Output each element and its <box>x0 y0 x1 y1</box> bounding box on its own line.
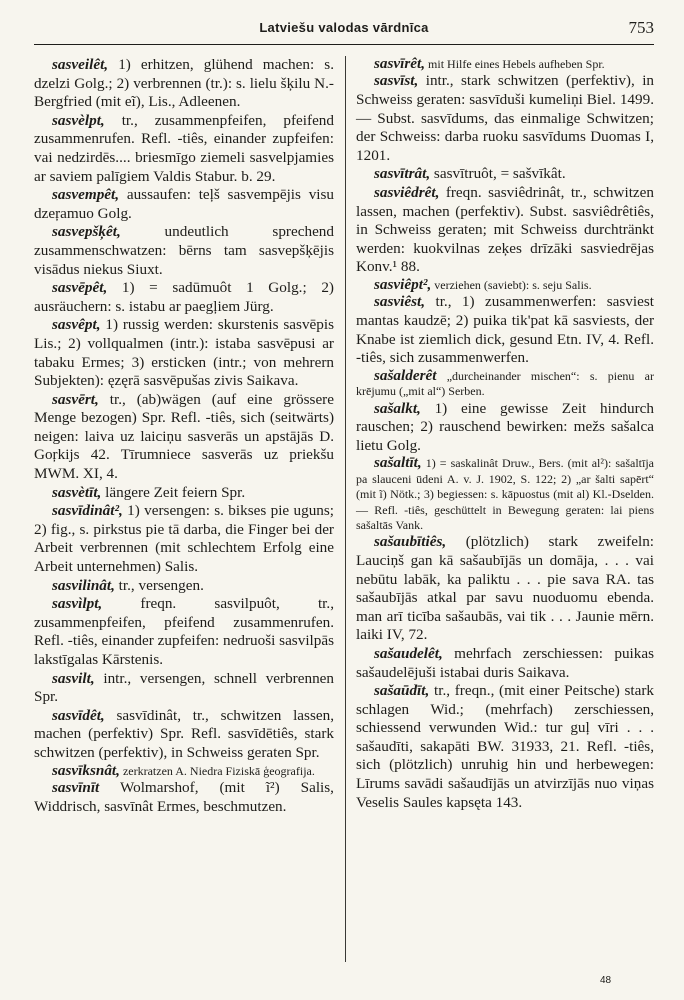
dictionary-entry <box>356 400 654 456</box>
dictionary-entry <box>34 779 334 816</box>
dictionary-entry <box>34 279 334 316</box>
dictionary-entry <box>34 670 334 707</box>
entry-headword: sasvètīt, <box>52 483 102 501</box>
signature-mark: 48 <box>600 975 612 986</box>
entry-body: mehrfach zerschiessen: puikas sašaudelējuši istabai duris Saikava. <box>356 644 654 681</box>
entry-body: 1) versengen: s. bikses pie uguns; 2) fig., s. pirkstus pie tā darba, die Finger bei der Arbeit verbrennen (mit schlechtem Erfolg eine Arbeit unternehmen) Salis. <box>34 502 335 576</box>
entry-body: sasvīdinât, tr., schwitzen lassen, machen (perfektiv) Spr. Refl. sasvīdētiês, stark schwitzen (perfektiv), in Schweiss geraten Spr. <box>34 706 334 761</box>
dictionary-entry <box>34 502 334 576</box>
dictionary-entry <box>356 165 654 184</box>
entry-headword: sasveilêt, <box>52 56 109 73</box>
entry-headword: sasvēpêt, <box>52 279 108 297</box>
entry-body: mit Hilfe eines Hebels aufheben Spr. <box>428 57 605 71</box>
entry-headword: sasvīst, <box>374 72 419 90</box>
entry-headword: sašalkt, <box>374 399 421 417</box>
entry-body: Wolmarshof, (mit ĩ²) Salis, Widdrisch, sasvīnât Ermes, beschmutzen. <box>34 778 334 815</box>
dictionary-entry <box>34 763 334 779</box>
entry-body: längere Zeit feiern Spr. <box>105 483 246 501</box>
page-header <box>34 18 654 40</box>
entry-body: 1) = sadūmuôt 1 Golg.; 2) ausräuchern: s. istabu ar paegļiem Jürg. <box>34 279 334 315</box>
entry-headword: sašaūdīt, <box>374 682 430 700</box>
entry-body: tr., zusammenpfeifen, pfeifend zusammenrufen. Refl. -tiês, einander zupfeifen: vai nedzirdēs.... briesmīgo ziemeli sasvelpjamies ar saviem palīgiem Valdis Stabur. b. 29. <box>34 111 334 185</box>
entry-body: tr., freqn., (mit einer Peitsche) stark schlagen Wid.; (mehrfach) zerschiessen, schiessend verwunden Wid.: tur guļ vīri . . . sašaudīti, sakapāti BW. 31933, 21. Refl. -tiês, sich (plötzlich) unruhig hin und herbewegen: Līrums savādi sašaudījās un atvirzījās nuo viņas Veselis Saules kapsęta 143. <box>356 682 655 811</box>
entry-body: 1) eine gewisse Zeit hindurch rauschen; 2) rauschend bewirken: mežs sašalca lietu Golg. <box>356 399 654 454</box>
entry-body: (plötzlich) stark zweifeln: Lauciņš gan kā sašaubījās un domāja, . . . vai nebūtu labāk, ka paliktu . . . pie sava RA. tas sašaubījās atkal par savu nuoduomu ebenda. man arī ticība sašaubās, vai tik . . . Jaunie mērn. laiki IV, 72. <box>356 533 655 644</box>
entry-body: tr., 1) zusammenwerfen: sasviest mantas kaudzē; 2) puika tik'pat kā sasviests, der Knabe ist ziemlich dick, gesund Etn. IV, 4. Refl. -tiês, sich zusammenwerfen. <box>356 293 654 367</box>
dictionary-entry <box>34 316 334 390</box>
running-title: Latviešu valodas vārdnīca <box>259 20 429 35</box>
entry-headword: sasvilinât, <box>52 576 115 594</box>
dictionary-entry <box>356 277 654 293</box>
entry-body: intr., stark schwitzen (perfektiv), in Schweiss geraten: sasvīduši kumeliņi Biel. 1499. — Subst. sasvīdums, das einmalige Schwitzen; der Schweiss: darba ruoku sasvīdums Duomas I, 1201. <box>356 72 655 164</box>
entry-body: 1) = saskalinât Druw., Bers. (mit al²): sašaltīja pa slauceni ūdeni A. v. J. 1902, S. 122; 2) „ar šalti sapērt“ (mit ĩ) Nötk.; 3) begiessen: s. kāpuostus (mit al) Kl.-Dselden. — Refl. -tiês, geschüttelt in Bewegung geraten: lai piens sašaltās Vank. <box>356 456 655 532</box>
entry-headword: sasvilt, <box>52 669 95 687</box>
entry-body: 1) russig werden: skurstenis sasvēpis Lis.; 2) vollqualmen (intr.): istaba sasvēpusi ar tabaku Ermes; 3) ersticken (intr.; von mehrern Subjekten): ęzęrā sasvēpušas zivis Saikava. <box>34 316 334 390</box>
dictionary-entry <box>34 391 334 484</box>
entry-headword: sasvepšķêt, <box>52 223 121 241</box>
dictionary-entry <box>356 72 654 165</box>
entry-headword: sasvīnīt <box>52 778 100 796</box>
dictionary-entry <box>34 223 334 279</box>
dictionary-entry <box>34 186 334 223</box>
dictionary-entry <box>34 577 334 596</box>
dictionary-entry <box>34 595 334 669</box>
dictionary-entry <box>34 707 334 763</box>
dictionary-entry <box>356 455 654 533</box>
entry-headword: sašaudelêt, <box>374 644 443 662</box>
dictionary-entry <box>34 56 334 112</box>
dictionary-entry <box>356 56 654 72</box>
entry-body: „durcheinander mischen“: s. pienu ar krējumu („mit al“) Serben. <box>356 368 655 399</box>
dictionary-entry <box>356 645 654 682</box>
dictionary-entry <box>356 533 654 645</box>
entry-headword: sasviêdrêt, <box>374 183 440 201</box>
page-number: 753 <box>628 18 654 37</box>
entry-body: tr., (ab)wägen (auf eine grössere Menge bezogen) Spr. Refl. -tiês, sich (seitwärts) neigen: laiva uz laiciņu sasverās un apstājās D. Goŗkijs 42. Tīrumniece sasverās uz priekšu MWM. XI, 4. <box>34 390 334 483</box>
entry-headword: sasvītrât, <box>374 165 431 183</box>
entry-headword: sašalderêt <box>374 366 437 384</box>
entry-body: sasvītruôt, = sašvīkât. <box>433 165 566 183</box>
dictionary-entry <box>356 368 654 400</box>
entry-body: zerkratzen A. Niedra Fiziskā ģeografija. <box>122 763 315 778</box>
dictionary-entry <box>356 682 654 812</box>
entry-headword: sasvìlpt, <box>52 595 103 613</box>
entry-headword: sasvīksnât, <box>52 761 120 779</box>
dictionary-entry <box>356 293 654 367</box>
entry-headword: sasvempêt, <box>52 186 120 204</box>
entry-headword: sasvèlpt, <box>52 111 105 129</box>
entry-headword: sasvīdinât², <box>52 502 123 520</box>
entry-body: undeutlich sprechend zusammenschwatzen: bērns tam sasvepšķējis visādus niekus Siuxt. <box>34 223 334 278</box>
right-column <box>356 56 654 812</box>
entry-headword: sašaltīt, <box>374 454 422 472</box>
dictionary-entry <box>34 112 334 186</box>
header-rule <box>34 44 654 45</box>
entry-headword: sasviêst, <box>374 293 426 311</box>
entry-headword: sašaubītiês, <box>374 533 447 551</box>
entry-body: intr., versengen, schnell verbrennen Spr. <box>34 669 334 706</box>
dictionary-entry <box>34 484 334 503</box>
column-divider <box>345 56 346 962</box>
entry-headword: sasvīrêt, <box>374 55 426 72</box>
entry-body: freqn. sasviêdrinât, tr., schwitzen lassen, machen (perfektiv). Subst. sasviêdrêtiês, in Schweiss geraten; mit Schweiss durchtränkt werden: kuokvilnas zeķes drīzāki sasviedrējas Konv.¹ 88. <box>356 183 654 276</box>
entry-headword: sasvêpt, <box>52 316 101 334</box>
left-column <box>34 56 334 816</box>
entry-headword: sasvīdêt, <box>52 706 105 724</box>
entry-headword: sasviêpt², <box>374 275 432 293</box>
entry-headword: sasvērt, <box>52 390 99 408</box>
entry-body: aussaufen: teļš sasvempējis visu dzeŗamuo Golg. <box>34 186 335 222</box>
dictionary-entry <box>356 184 654 277</box>
entry-body: tr., versengen. <box>118 576 204 594</box>
entry-body: verziehen (saviebt): s. seju Salis. <box>434 277 592 292</box>
entry-body: 1) erhitzen, glühend machen: s. dzelzi Golg.; 2) verbrennen (tr.): s. lielu šķilu N.-Bergfried (mit eĩ), Lis., Adleenen. <box>34 56 334 111</box>
entry-body: freqn. sasvilpuôt, tr., zusammenpfeifen, pfeifend zusammenrufen. Refl. -tiês, einander zupfeifen: nedruoši sasvilpās lakstīgalas Kārstenis. <box>34 595 334 668</box>
